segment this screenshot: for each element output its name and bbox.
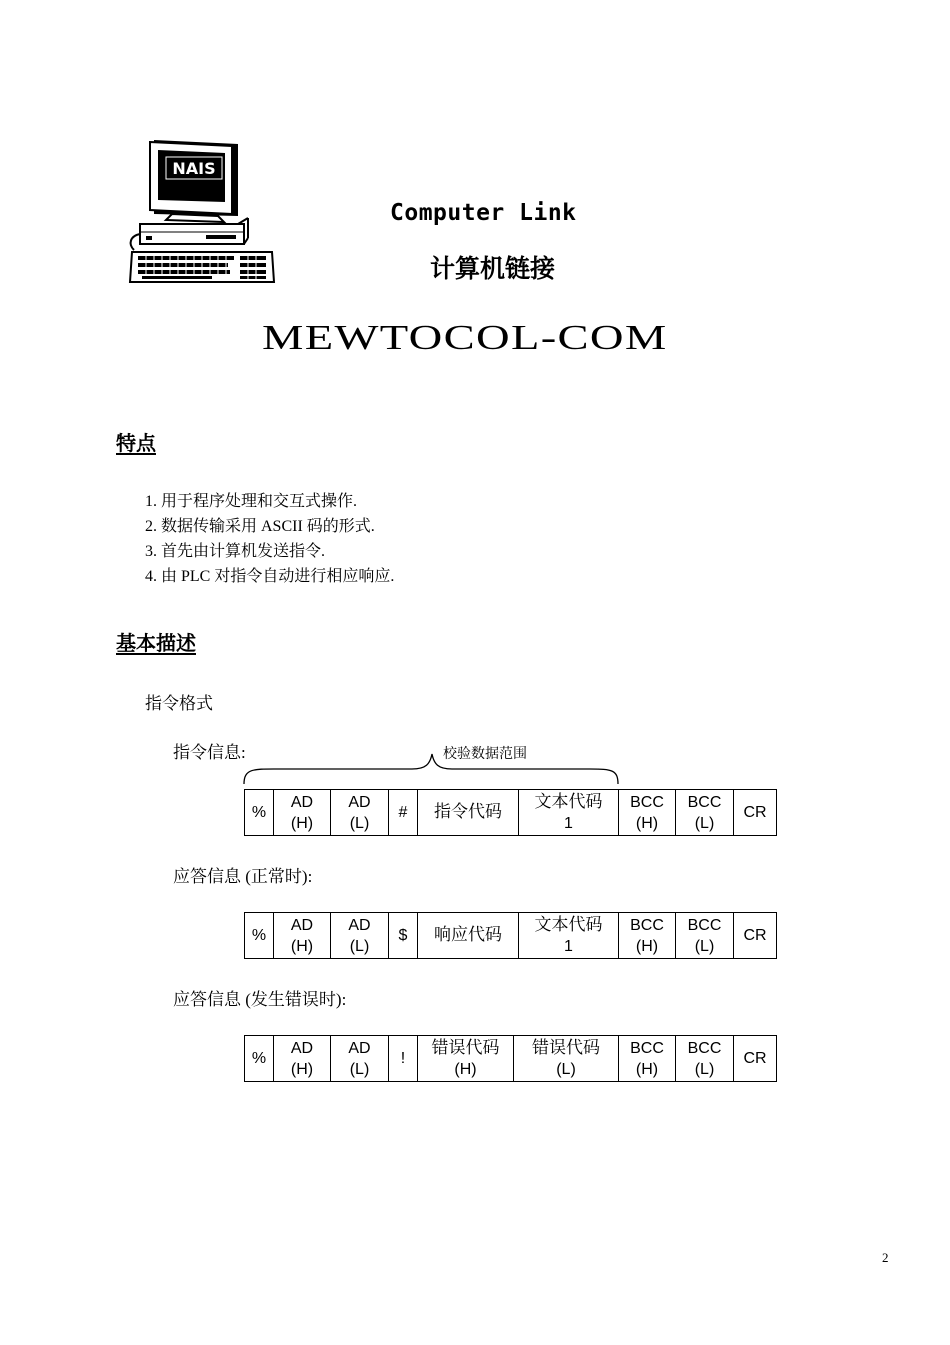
list-item: 2. 数据传输采用 ASCII 码的形式. [145, 518, 375, 535]
logo-text: NAIS [172, 159, 216, 178]
list-item: 4. 由 PLC 对指令自动进行相应响应. [145, 568, 395, 585]
frame-cell-address-high: AD (H) [274, 1036, 331, 1082]
frame-cell-bcc-high: BCC (H) [619, 1036, 676, 1082]
page-number: 2 [882, 1250, 889, 1265]
frame-cell-response-marker: $ [389, 913, 418, 959]
response-error-label: 应答信息 (发生错误时): [173, 990, 347, 1009]
frame-cell-error-marker: ! [389, 1036, 418, 1082]
frame-cell-header: % [245, 790, 274, 836]
table-row [245, 1036, 777, 1082]
response-error-frame-table [244, 1035, 777, 1082]
response-normal-frame-table [244, 912, 777, 959]
frame-cell-header: % [245, 913, 274, 959]
table-row [245, 913, 777, 959]
frame-cell-bcc-high: BCC (H) [619, 913, 676, 959]
frame-cell-address-low: AD (L) [331, 913, 389, 959]
section-heading-basic: 基本描述 [116, 631, 196, 655]
frame-cell-terminator: CR [734, 1036, 777, 1082]
format-title: 指令格式 [145, 694, 213, 713]
frame-cell-bcc-high: BCC (H) [619, 790, 676, 836]
section-heading-features: 特点 [116, 431, 156, 455]
table-row [245, 790, 777, 836]
features-list [145, 489, 394, 589]
list-item: 1. 用于程序处理和交互式操作. [145, 493, 358, 510]
title-english: Computer Link [390, 200, 577, 226]
frame-cell-header: % [245, 1036, 274, 1082]
frame-cell-error-code-high: 错误代码 (H) [418, 1036, 514, 1082]
frame-cell-text-code: 文本代码 1 [519, 913, 619, 959]
frame-cell-command-code: 指令代码 [418, 790, 519, 836]
frame-cell-command-marker: # [389, 790, 418, 836]
frame-cell-bcc-low: BCC (L) [676, 1036, 734, 1082]
checksum-range-label: 校验数据范围 [443, 747, 527, 762]
frame-cell-address-high: AD (H) [274, 913, 331, 959]
title-chinese: 计算机链接 [430, 254, 556, 283]
list-item: 3. 首先由计算机发送指令. [145, 543, 326, 560]
frame-cell-error-code-low: 错误代码 (L) [514, 1036, 619, 1082]
frame-cell-response-code: 响应代码 [418, 913, 519, 959]
frame-cell-bcc-low: BCC (L) [676, 913, 734, 959]
frame-cell-address-low: AD (L) [331, 790, 389, 836]
frame-cell-bcc-low: BCC (L) [676, 790, 734, 836]
response-normal-label: 应答信息 (正常时): [173, 867, 313, 886]
frame-cell-terminator: CR [734, 913, 777, 959]
frame-cell-address-low: AD (L) [331, 1036, 389, 1082]
protocol-name: MEWTOCOL-COM [262, 318, 668, 357]
checksum-range-brace [240, 740, 625, 790]
computer-logo-illustration [126, 136, 276, 288]
frame-cell-text-code: 文本代码 1 [519, 790, 619, 836]
command-frame-table [244, 789, 777, 836]
frame-cell-address-high: AD (H) [274, 790, 331, 836]
command-message-label: 指令信息: [173, 743, 246, 762]
frame-cell-terminator: CR [734, 790, 777, 836]
